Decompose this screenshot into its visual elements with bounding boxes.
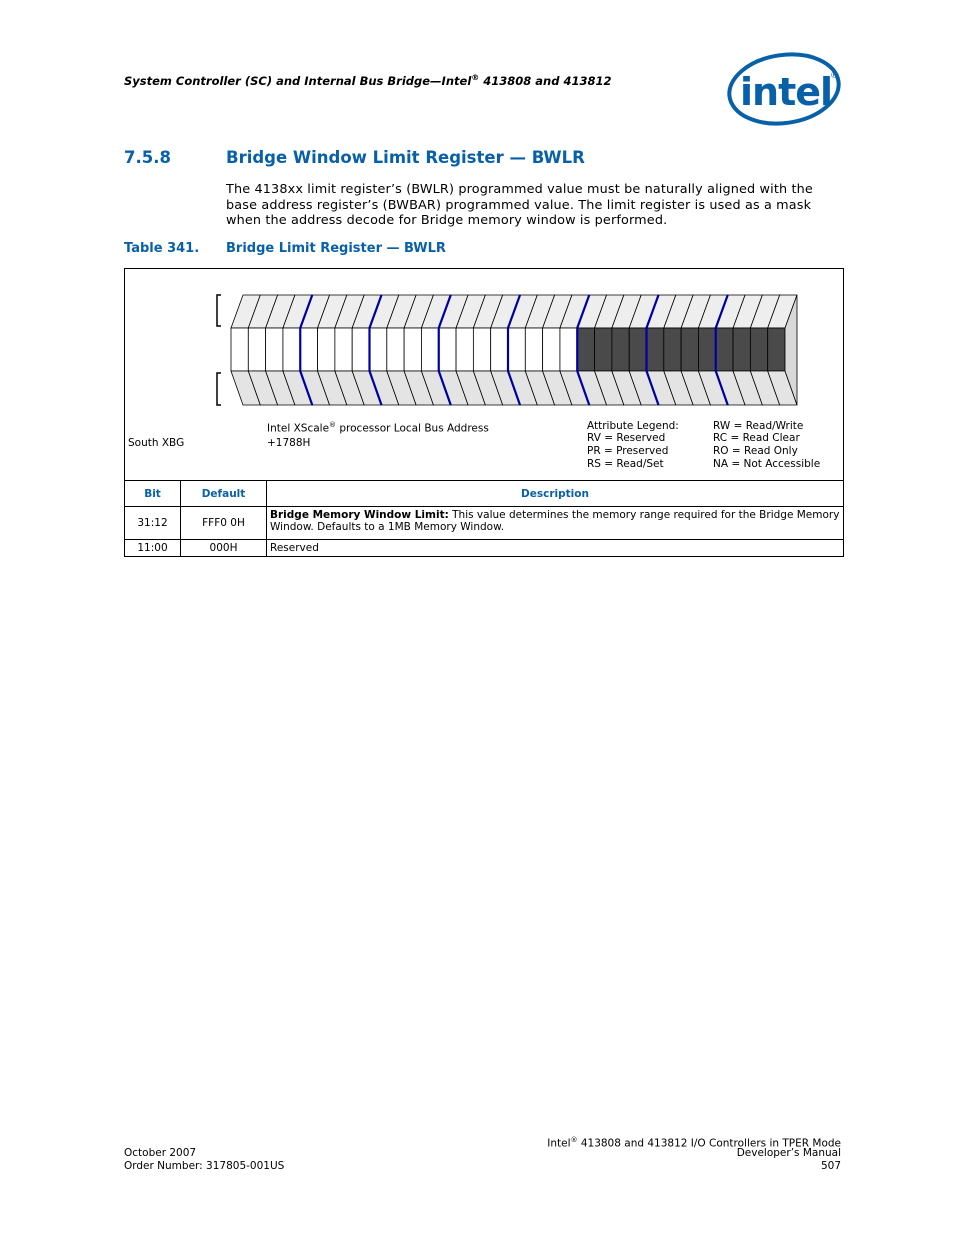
table-number: Table 341. [124,241,200,256]
legend-ro: RO = Read Only [713,445,798,457]
table-header-row [125,481,844,507]
running-title-text: System Controller (SC) and Internal Bus Bridge—Intel [124,73,472,88]
bit-cell [525,328,542,371]
legend-rv: RV = Reserved [587,432,666,444]
bit-cell [456,328,473,371]
running-title-models: 413808 and 413812 [479,73,612,88]
south-xbg-label: South XBG [128,437,185,449]
footer-registered-mark: ® [570,1136,578,1144]
bit-cell [768,328,785,371]
bit-cell: 11:00 [125,540,181,557]
bit-cell [266,328,283,371]
bit-cell [612,328,629,371]
address-registered-mark: ® [329,421,337,429]
bit-cell [283,328,300,371]
register-description-table [124,480,844,557]
description-cell: Reserved [267,540,844,557]
legend-title: Attribute Legend: [587,420,679,432]
footer-page-number: 507 [820,1160,841,1172]
footer-date: October 2007 [124,1147,197,1159]
bit-cell [421,328,438,371]
address-prefix: Intel XScale [267,422,330,435]
bit-cell [629,328,646,371]
top-bracket [217,295,221,326]
section-heading [124,148,585,167]
description-cell [267,507,844,540]
bit-cell [508,328,525,371]
running-header [124,73,611,88]
bit-cell [318,328,335,371]
bit-cell [560,328,577,371]
bit-cell [387,328,404,371]
bit-cell [716,328,733,371]
legend-rw: RW = Read/Write [713,420,804,432]
body-paragraph: The 4138xx limit register’s (BWLR) programmed value must be naturally aligned with the base address register’s (BWBAR) programmed value. The limit register is used as a mask when the address decode for Bridge memory window is performed. [226,182,813,228]
bit-cell [543,328,560,371]
bit-cell [248,328,265,371]
legend-pr: PR = Preserved [587,445,669,457]
logo-wordmark: intel [740,70,833,114]
bottom-bracket [217,373,221,405]
header-description: Description [267,481,844,507]
table-row [125,540,844,557]
bit-cell [750,328,767,371]
bit-cell [681,328,698,371]
legend-rc: RC = Read Clear [713,432,800,444]
register-diagram [124,268,844,481]
bit-cell [733,328,750,371]
section-number: 7.5.8 [124,148,171,167]
footer-order-number: Order Number: 317805-001US [124,1160,285,1172]
footer-product-brand: Intel [547,1137,571,1150]
bit-cell [577,328,594,371]
bit-cell [664,328,681,371]
bit-cell [698,328,715,371]
bit-cell [404,328,421,371]
bit-cell [595,328,612,371]
bit-cell [231,328,248,371]
section-title: Bridge Window Limit Register — BWLR [226,148,585,167]
field-name: Bridge Memory Window Limit: [270,509,449,521]
bit-cell [352,328,369,371]
footer-manual: Developer’s Manual [736,1147,841,1159]
header-bit: Bit [125,481,181,507]
bit-cell: 31:12 [125,507,181,540]
bit-cell [647,328,664,371]
address-suffix: processor Local Bus Address [336,422,489,435]
legend-rs: RS = Read/Set [587,458,664,470]
table-caption [124,241,446,256]
legend-na: NA = Not Accessible [713,458,821,470]
bit-cell [300,328,317,371]
table-title: Bridge Limit Register — BWLR [226,241,446,256]
intel-logo [726,50,842,128]
header-default: Default [181,481,267,507]
address-offset: +1788H [267,437,311,449]
bit-cell [335,328,352,371]
default-cell: 000H [181,540,267,557]
footer-product-name: 413808 and 413812 I/O Controllers in TPER Mode [577,1137,841,1150]
address-line-1 [267,421,489,435]
bit-cell [439,328,456,371]
table-row [125,507,844,540]
bit-cell [491,328,508,371]
field-description: This value determines the memory range required for the Bridge Memory Window. Defaults to a 1MB Memory Window. [270,509,840,533]
registered-mark: ® [471,73,480,82]
bit-cell [370,328,387,371]
default-cell: FFF0 0H [181,507,267,540]
logo-registered-mark: ® [830,71,839,81]
bit-cell [473,328,490,371]
